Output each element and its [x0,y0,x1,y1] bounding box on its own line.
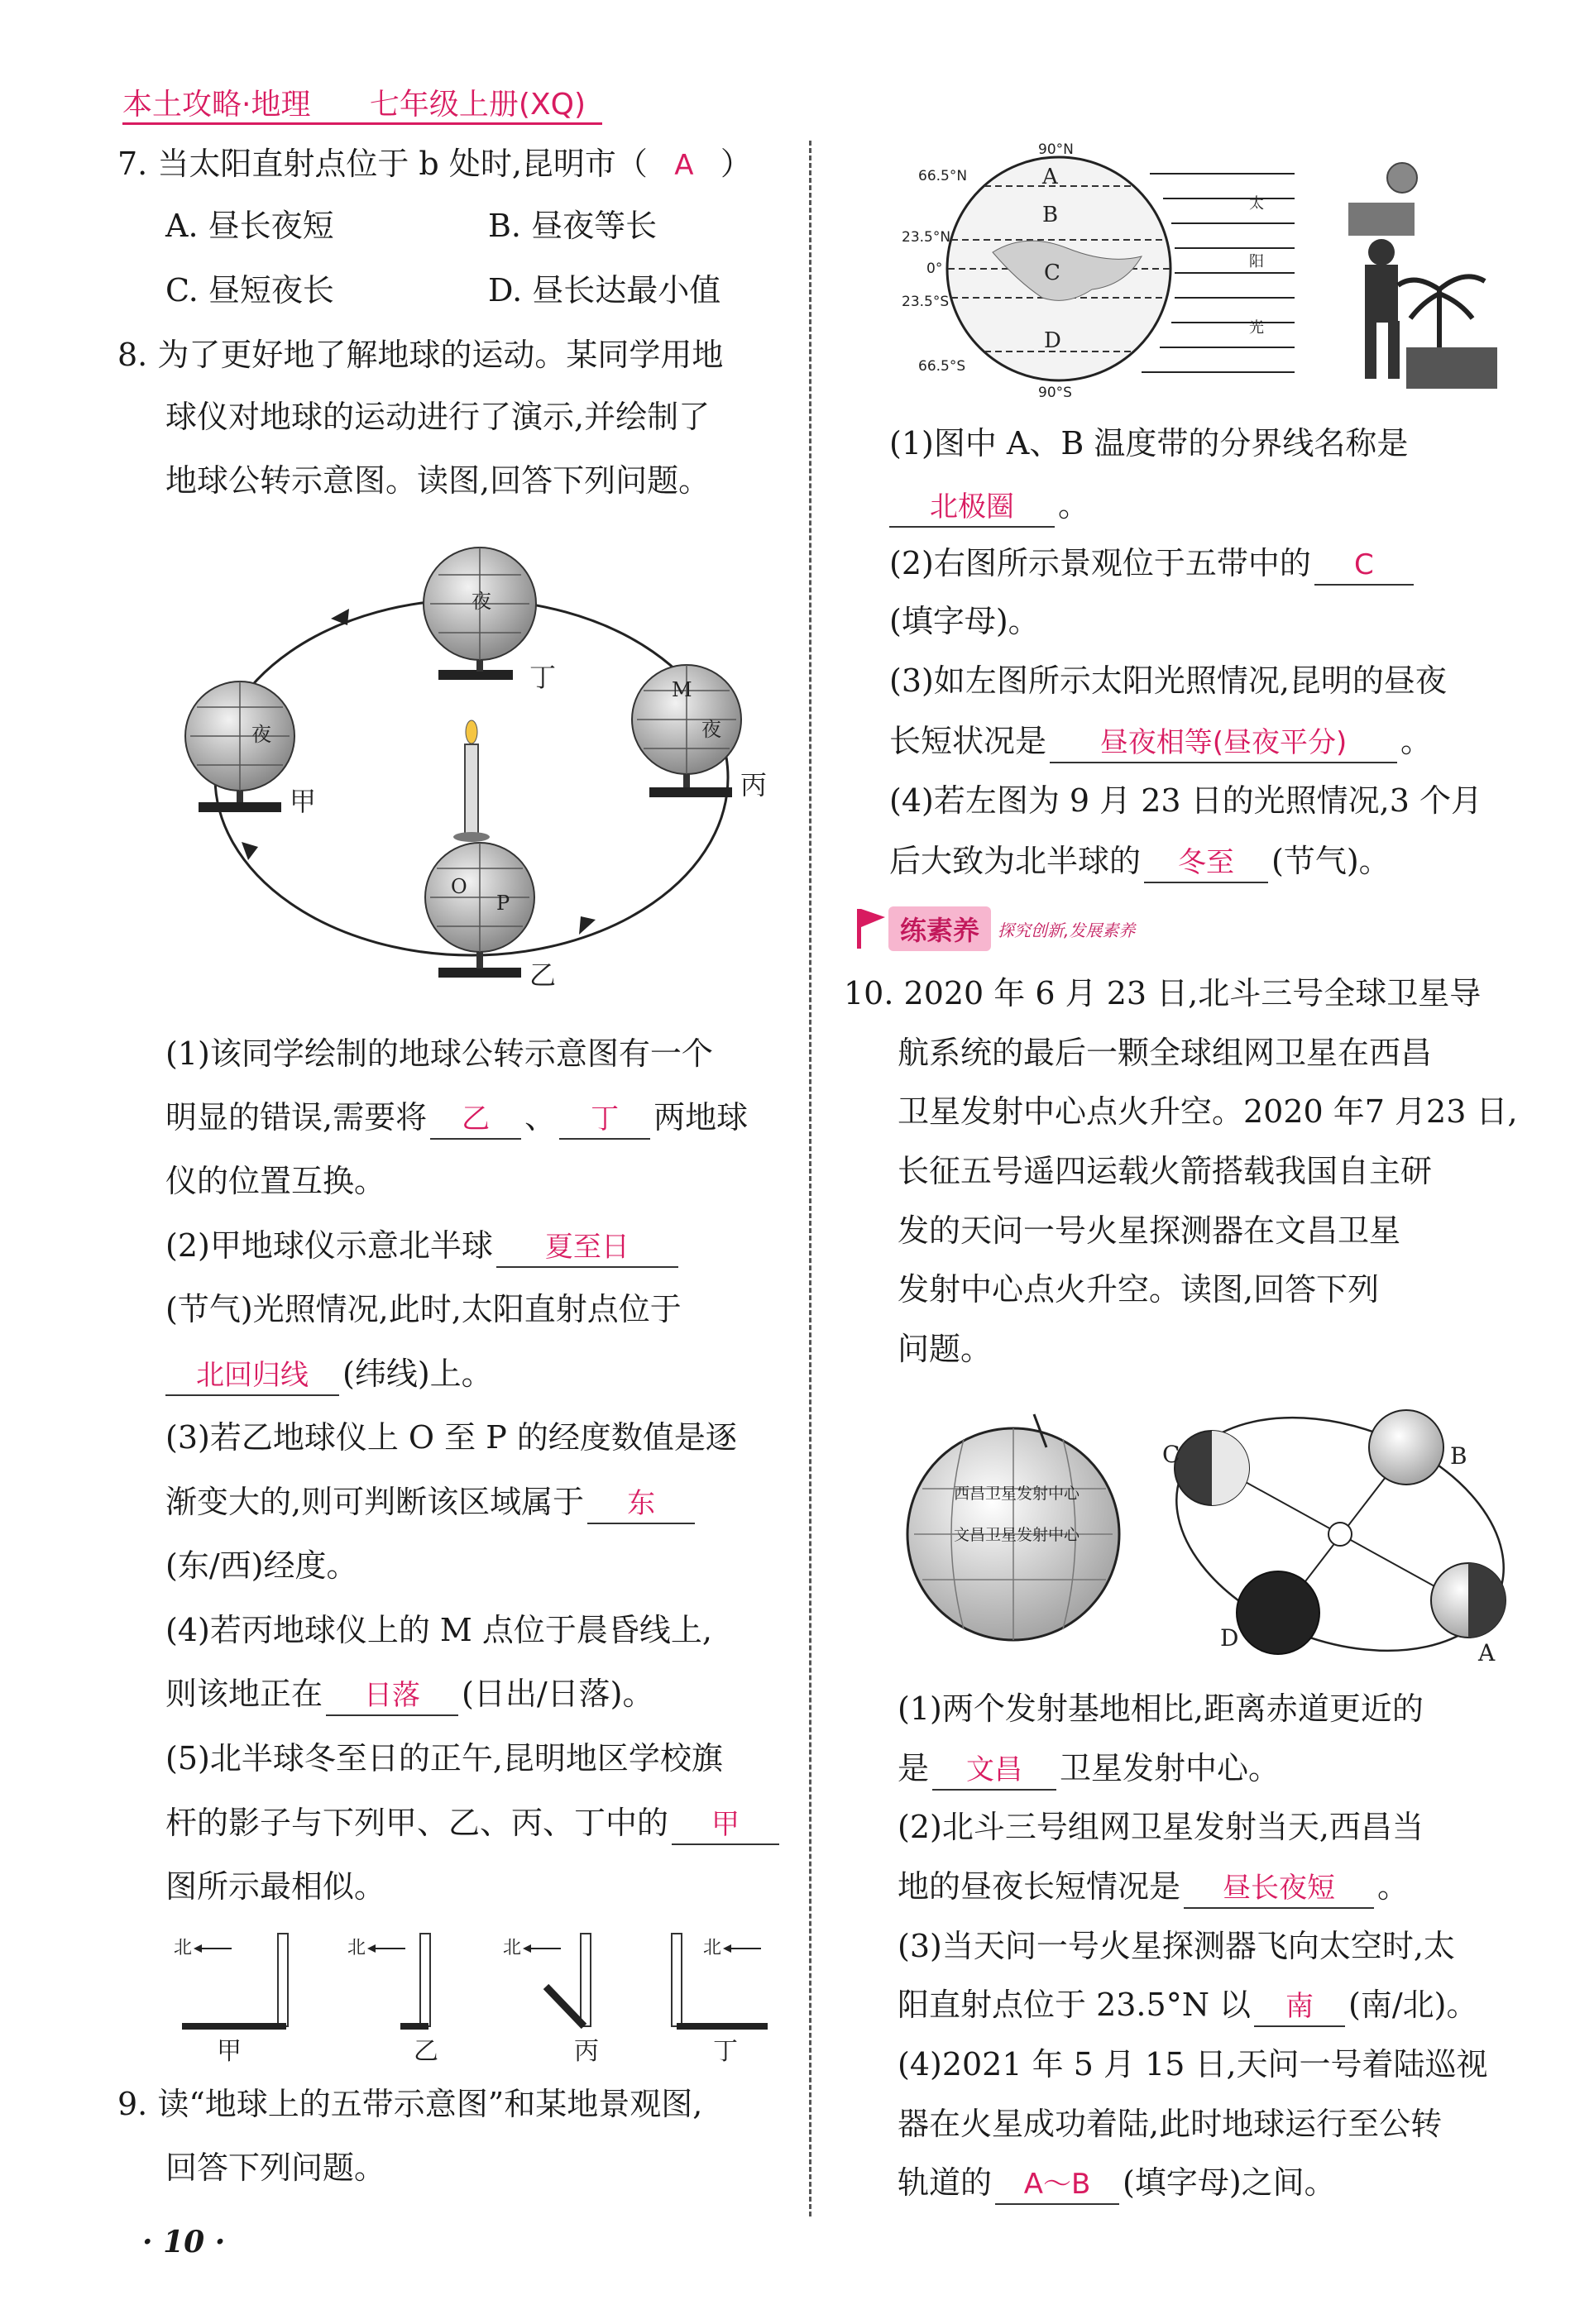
page-number: · 10 · [142,2225,226,2259]
zone-a: A [1042,165,1058,189]
q8-stem-2: 球仪对地球的运动进行了演示,并绘制了 [165,399,711,435]
five-zones-figure [902,141,1530,405]
lat-90n: 90°N [1038,141,1074,158]
globe-jia [185,681,316,817]
q7-answer: A [674,149,694,182]
book-title [122,81,586,123]
svg-text:北: 北 [503,1938,522,1958]
q10-p1-answer: 文昌 [932,1751,1056,1791]
label-bing: 丙 [740,769,768,801]
q7-option-b: B. 昼夜等长 [488,208,658,244]
q8-p1-answer2: 丁 [559,1100,650,1140]
flagpole-ding [672,1934,682,2026]
shadow-yi [400,2023,428,2030]
q8-p5-answer: 甲 [672,1805,779,1845]
q8-p2-line2: (节气)光照情况,此时,太阳直射点位于 [165,1291,682,1327]
orbit-arrow [242,842,258,860]
candle [465,744,478,835]
q7-option-c: C. 昼短夜长 [165,272,334,308]
q9-p4-answer: 冬至 [1144,844,1268,883]
wenchang-label: 文昌卫星发射中心 [954,1526,1080,1544]
q8-p5-line1: (5)北半球冬至日的正午,昆明地区学校旗 [165,1740,723,1776]
m-label: M [672,678,692,701]
q8-p2-line1: (2)甲地球仪示意北半球 夏至日 [165,1224,682,1268]
q8-p3-line2: 渐变大的,则可判断该区域属于 东 [165,1480,698,1524]
q9-p3-line1: (3)如左图所示太阳光照情况,昆明的昼夜 [889,662,1447,699]
lat-23s: 23.5°S [902,294,950,310]
q9-p2-answer: C [1314,546,1414,586]
shadow-bing [546,1987,584,2026]
q8-p4-line1: (4)若丙地球仪上的 M 点位于晨昏线上, [165,1612,712,1648]
q10-stem-1: 10. 2020 年 6 月 23 日,北斗三号全球卫星导 [844,975,1482,1011]
north-label: 北 [174,1938,193,1958]
launch-orbit-figure [889,1398,1518,1671]
q10-p1-line2: 是 文昌 卫星发射中心。 [898,1747,1280,1791]
q9-p3-line2: 长短状况是 昼夜相等(昼夜平分) 。 [889,720,1432,763]
zone-c: C [1044,261,1060,285]
shadow-label-jia: 甲 [217,2037,242,2066]
lat-0: 0° [926,261,943,277]
column-divider [809,141,811,2216]
lat-66s: 66.5°S [918,358,966,375]
book-name: 本土攻略·地理 [122,88,311,122]
o-label: O [451,875,467,898]
q8-p5-line3: 图所示最相似。 [165,1868,386,1905]
section-title: 练素养 [888,906,991,951]
q8-p2-line3: 北回归线 (纬线)上。 [165,1352,493,1396]
q8-p3-answer: 东 [587,1485,695,1524]
night-label-bing: 夜 [701,718,721,741]
orbit-label-c: C [1162,1441,1180,1468]
q10-p4-line1: (4)2021 年 5 月 15 日,天问一号着陆巡视 [898,2046,1488,2083]
q8-p3-line1: (3)若乙地球仪上 O 至 P 的经度数值是逐 [165,1419,737,1456]
section-subtitle: 探究创新,发展素养 [998,920,1136,940]
zone-d: D [1044,328,1061,353]
night-label-ding: 夜 [472,590,491,613]
lat-66n: 66.5°N [918,168,968,184]
sun-label-2: 阳 [1249,253,1264,270]
q10-p2-line2: 地的昼夜长短情况是 昼长夜短 。 [898,1865,1409,1909]
q9-p4-line1: (4)若左图为 9 月 23 日的光照情况,3 个月 [889,782,1483,819]
q10-p2-answer: 昼长夜短 [1184,1869,1374,1909]
sun-label-1: 太 [1249,195,1264,213]
q9-p3-answer: 昼夜相等(昼夜平分) [1050,724,1397,763]
q8-stem-1: 8. 为了更好地了解地球的运动。某同学用地 [117,337,724,373]
q8-p1-line3: 仪的位置互换。 [165,1163,386,1199]
globe-yi [425,843,556,991]
shadow-jia [182,2023,286,2030]
q10-p4-line2: 器在火星成功着陆,此时地球运行至公转 [898,2106,1443,2142]
q10-p3-line1: (3)当天问一号火星探测器飞向太空时,太 [898,1928,1455,1964]
q10-p4-answer: A～B [995,2165,1119,2205]
header-rule [122,122,602,125]
sun-icon [1328,1523,1352,1546]
q9-stem-2: 回答下列问题。 [165,2149,386,2186]
q10-stem-3: 卫星发射中心点火升空。2020 年7 月23 日, [898,1093,1518,1130]
q10-p3-line2: 阳直射点位于 23.5°N 以 南 (南/北)。 [898,1983,1478,2027]
q9-p1-answer: 北极圈 [889,488,1055,528]
q7-option-a: A. 昼长夜短 [165,208,334,244]
q8-p4-line2: 则该地正在 日落 (日出/日落)。 [165,1672,653,1716]
q9-p2-line1: (2)右图所示景观位于五带中的 C [889,542,1417,586]
label-jia: 甲 [290,786,317,817]
flagpole-jia [278,1934,288,2026]
q7-option-d: D. 昼长达最小值 [488,272,721,308]
q8-p2-answer1: 夏至日 [496,1228,678,1268]
q10-stem-6: 发射中心点火升空。读图,回答下列 [898,1271,1380,1308]
night-label-jia: 夜 [251,723,271,746]
section-banner [852,906,1135,952]
q8-p3-line3: (东/西)经度。 [165,1547,358,1584]
candle-base [453,832,490,842]
shadow-ding [677,2023,768,2030]
orbit-label-a: A [1478,1639,1496,1666]
q9-p2-line2: (填字母)。 [889,603,1040,639]
grade-label: 七年级上册(XQ) [369,88,586,122]
q9-stem-1: 9. 读“地球上的五带示意图”和某地景观图, [117,2086,703,2122]
orbit-globes-figure [165,529,778,1017]
q10-stem-2: 航系统的最后一颗全球组网卫星在西昌 [898,1035,1433,1071]
q7-stem: 7. 当太阳直射点位于 b 处时,昆明市（ A ） [117,142,752,185]
orbit-label-d: D [1220,1624,1239,1652]
earth-d [1237,1571,1319,1654]
globe-ding [424,548,556,693]
shadow-label-yi: 乙 [414,2037,438,2066]
label-yi: 乙 [529,959,557,991]
orbit-arrow [579,916,596,935]
q9-p1-line1: (1)图中 A、B 温度带的分界线名称是 [889,425,1409,461]
q10-p3-answer: 南 [1254,1987,1345,2027]
orbit-label-b: B [1450,1442,1467,1470]
zone-b: B [1042,203,1059,227]
candle-flame [466,720,477,744]
p-label: P [496,892,510,915]
flagpole-bing [581,1934,591,2026]
shadow-label-ding: 丁 [713,2037,738,2066]
q10-stem-7: 问题。 [898,1331,993,1367]
q8-p1-line2: 明显的错误,需要将 乙 、 丁 两地球 [165,1096,748,1140]
q10-p2-line1: (2)北斗三号组网卫星发射当天,西昌当 [898,1809,1424,1845]
sun-label-3: 光 [1249,319,1264,337]
flagpole-yi [420,1934,430,2026]
q8-p5-line2: 杆的影子与下列甲、乙、丙、丁中的 甲 [165,1801,783,1845]
q8-p2-answer2: 北回归线 [165,1356,339,1396]
earth-b [1369,1410,1443,1485]
q8-stem-3: 地球公转示意图。读图,回答下列问题。 [165,462,711,499]
q10-stem-4: 长征五号遥四运载火箭搭载我国自主研 [898,1153,1433,1189]
globe-bing [632,665,767,801]
orbit-arrow [331,609,349,625]
lat-23n: 23.5°N [902,229,951,246]
flag-icon [852,906,888,952]
label-ding: 丁 [529,662,557,693]
q10-p4-line3: 轨道的 A～B (填字母)之间。 [898,2161,1336,2205]
q8-p1-answer1: 乙 [430,1100,521,1140]
q8-p1-line1: (1)该同学绘制的地球公转示意图有一个 [165,1035,713,1072]
svg-text:北: 北 [703,1938,722,1958]
shadow-label-bing: 丙 [574,2037,599,2066]
q9-p4-line2: 后大致为北半球的 冬至 (节气)。 [889,839,1391,883]
svg-text:北: 北 [347,1938,366,1958]
q10-stem-5: 发的天问一号火星探测器在文昌卫星 [898,1212,1401,1249]
flagpole-shadows-figure [165,1927,778,2068]
tropical-landscape-image [1348,163,1497,389]
q10-p1-line1: (1)两个发射基地相比,距离赤道更近的 [898,1690,1424,1727]
q8-p4-answer: 日落 [326,1676,458,1716]
q9-p1-line2: 北极圈 。 [889,484,1089,528]
xichang-label: 西昌卫星发射中心 [954,1485,1080,1503]
lat-90s: 90°S [1038,385,1072,401]
